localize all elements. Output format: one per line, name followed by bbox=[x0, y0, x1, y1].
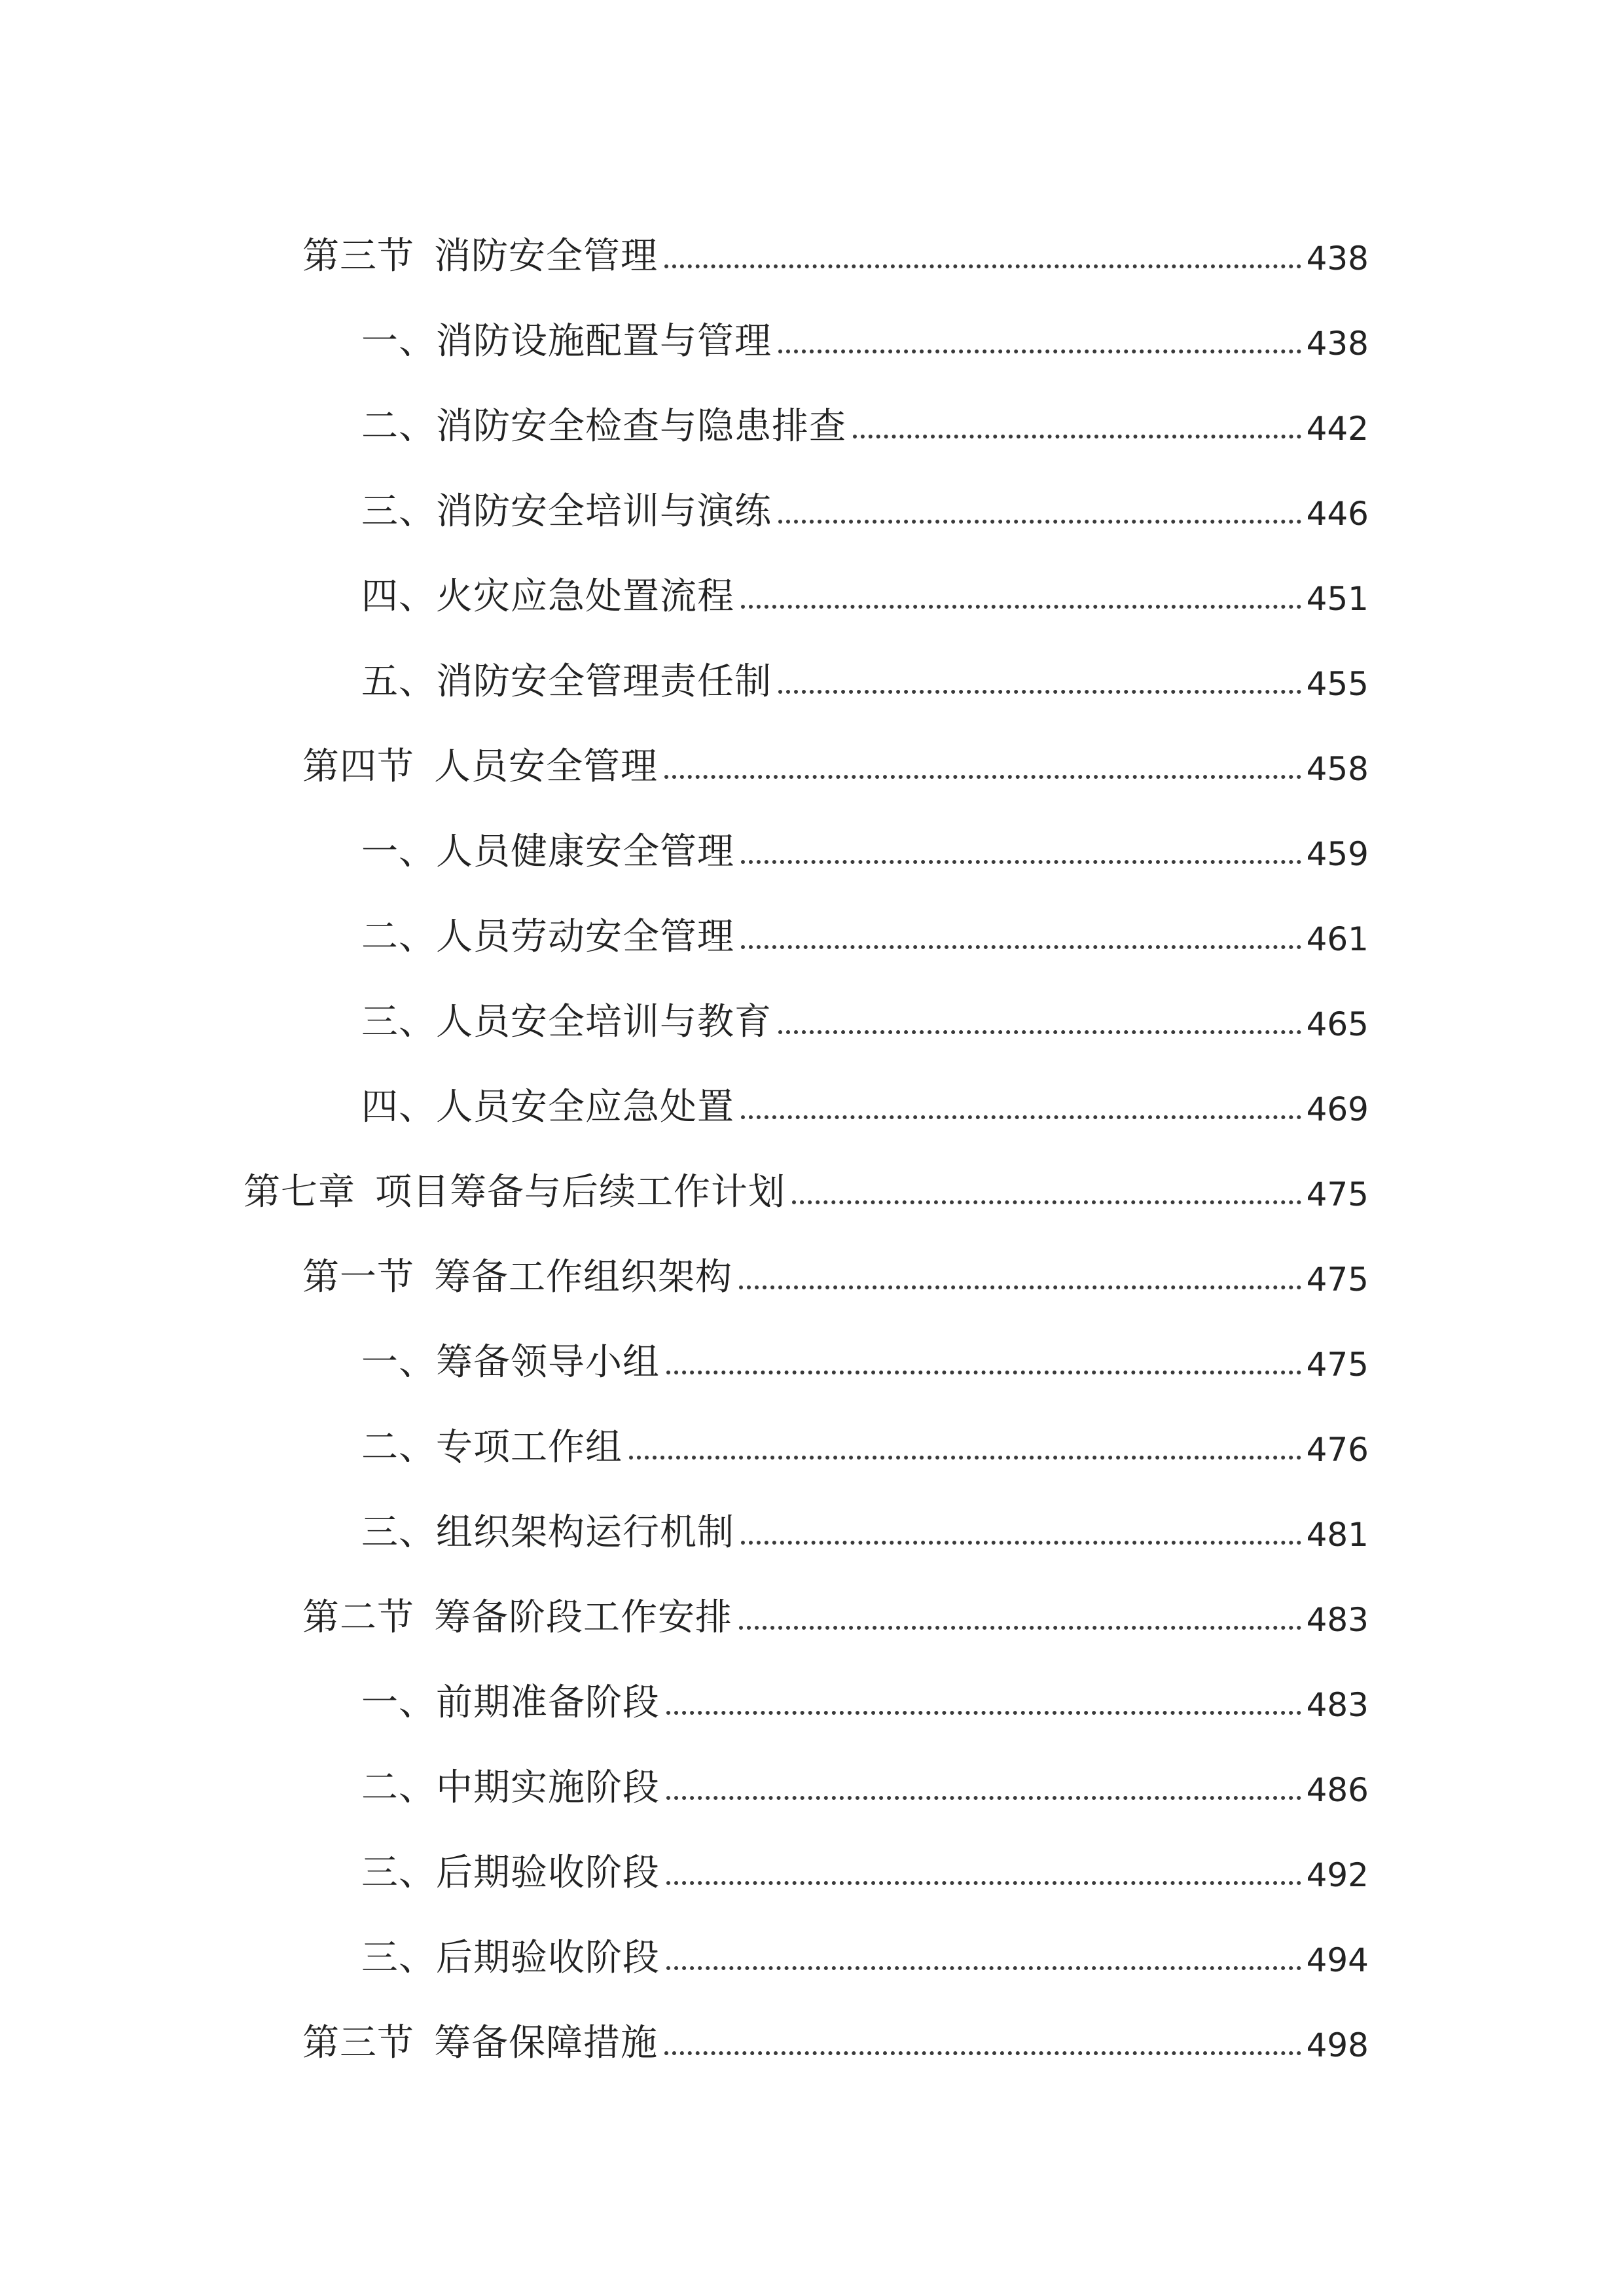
toc-entry-title bbox=[361, 575, 734, 618]
toc-page-number: 446 bbox=[1306, 495, 1369, 533]
toc-entry-title bbox=[361, 405, 846, 448]
toc-entry[interactable] bbox=[302, 1224, 1369, 1299]
toc-entry-number: 第二节 bbox=[302, 1596, 414, 1639]
dot-leader bbox=[792, 1200, 1301, 1204]
toc-entry[interactable] bbox=[302, 1990, 1369, 2062]
toc-page-number: 438 bbox=[1306, 240, 1369, 278]
dot-leader bbox=[664, 264, 1301, 268]
dot-leader bbox=[741, 605, 1301, 609]
toc-entry-label: 人员健康安全管理 bbox=[436, 831, 734, 873]
toc-entry-number: 二、 bbox=[361, 1426, 436, 1469]
toc-page-number: 442 bbox=[1306, 410, 1369, 448]
toc-entry[interactable] bbox=[361, 543, 1369, 618]
toc-page-number: 455 bbox=[1306, 665, 1369, 703]
toc-entry-label: 筹备保障措施 bbox=[434, 2022, 658, 2064]
toc-entry-label: 消防安全检查与隐患排查 bbox=[436, 405, 846, 448]
toc-entry-title bbox=[361, 1086, 734, 1128]
toc-entry[interactable] bbox=[302, 713, 1369, 788]
toc-entry-title bbox=[361, 660, 772, 703]
toc-entry[interactable] bbox=[361, 1309, 1369, 1384]
toc-entry[interactable] bbox=[361, 1905, 1369, 1977]
toc-entry-label: 人员安全管理 bbox=[434, 745, 658, 788]
toc-page-number: 469 bbox=[1306, 1090, 1369, 1128]
dot-leader bbox=[629, 1456, 1301, 1460]
toc-entry-title bbox=[302, 1596, 732, 1639]
toc-entry-label: 专项工作组 bbox=[436, 1426, 623, 1469]
toc-entry[interactable] bbox=[361, 373, 1369, 448]
toc-entry-title bbox=[361, 1341, 660, 1384]
toc-entry-title bbox=[361, 490, 772, 533]
toc-entry-title bbox=[361, 1852, 660, 1894]
toc-entry[interactable] bbox=[361, 884, 1369, 956]
toc-page-number: 494 bbox=[1306, 1941, 1369, 1979]
toc-entry-label: 消防安全管理责任制 bbox=[436, 660, 772, 703]
toc-entry-label: 前期准备阶段 bbox=[436, 1681, 660, 1724]
toc-page-number: 483 bbox=[1306, 1686, 1369, 1724]
dot-leader bbox=[666, 1711, 1301, 1715]
toc-entry-label: 消防安全培训与演练 bbox=[436, 490, 772, 533]
dot-leader bbox=[741, 1541, 1301, 1545]
toc-entry-number: 一、 bbox=[361, 831, 436, 873]
toc-entry-title bbox=[361, 1426, 623, 1469]
toc-entry-number: 三、 bbox=[361, 1511, 436, 1554]
toc-entry-number: 五、 bbox=[361, 660, 436, 703]
toc-page-number: 476 bbox=[1306, 1431, 1369, 1469]
toc-entry[interactable] bbox=[361, 458, 1369, 533]
toc-entry-number: 二、 bbox=[361, 1767, 436, 1809]
toc-entry-number: 第四节 bbox=[302, 745, 414, 788]
toc-page-number: 475 bbox=[1306, 1261, 1369, 1299]
toc-entry-number: 第三节 bbox=[302, 2022, 414, 2064]
toc-entry[interactable] bbox=[361, 969, 1369, 1041]
dot-leader bbox=[666, 1796, 1301, 1800]
toc-entry[interactable] bbox=[361, 1394, 1369, 1469]
toc-entry-label: 消防设施配置与管理 bbox=[436, 320, 772, 363]
toc-entry-label: 后期验收阶段 bbox=[436, 1937, 660, 1979]
toc-entry-label: 人员劳动安全管理 bbox=[436, 916, 734, 958]
toc-page-number: 465 bbox=[1306, 1005, 1369, 1043]
dot-leader bbox=[664, 775, 1301, 779]
toc-entry-title bbox=[302, 745, 658, 788]
toc-entry-label: 人员安全应急处置 bbox=[436, 1086, 734, 1128]
toc-entry-label: 火灾应急处置流程 bbox=[436, 575, 734, 618]
dot-leader bbox=[778, 350, 1301, 353]
toc-entry-number: 第一节 bbox=[302, 1256, 414, 1299]
dot-leader bbox=[666, 1966, 1301, 1970]
toc-entry[interactable] bbox=[361, 1649, 1369, 1724]
toc-entry-title bbox=[361, 1001, 772, 1043]
toc-page-number: 481 bbox=[1306, 1516, 1369, 1554]
toc-entry-number: 三、 bbox=[361, 490, 436, 533]
toc-entry-label: 筹备工作组织架构 bbox=[434, 1256, 732, 1299]
toc-entry-number: 三、 bbox=[361, 1937, 436, 1979]
toc-entry-title bbox=[302, 2022, 658, 2064]
toc-entry-label: 筹备领导小组 bbox=[436, 1341, 660, 1384]
toc-entry[interactable] bbox=[361, 1054, 1369, 1126]
toc-entry-label: 筹备阶段工作安排 bbox=[434, 1596, 732, 1639]
toc-entry-number: 三、 bbox=[361, 1852, 436, 1894]
toc-page-number: 492 bbox=[1306, 1856, 1369, 1894]
toc-entry-label: 中期实施阶段 bbox=[436, 1767, 660, 1809]
toc-entry-number: 四、 bbox=[361, 1086, 436, 1128]
toc-entry-number: 二、 bbox=[361, 916, 436, 958]
toc-entry[interactable] bbox=[302, 1564, 1369, 1639]
toc-entry[interactable] bbox=[361, 1820, 1369, 1892]
toc-page-number: 438 bbox=[1306, 325, 1369, 363]
toc-entry-label: 组织架构运行机制 bbox=[436, 1511, 734, 1554]
toc-page-number: 459 bbox=[1306, 835, 1369, 873]
toc-entry-number: 一、 bbox=[361, 320, 436, 363]
toc-page-number: 483 bbox=[1306, 1601, 1369, 1639]
dot-leader bbox=[778, 1030, 1301, 1034]
toc-entry-title bbox=[361, 916, 734, 958]
toc-entry-title bbox=[302, 235, 658, 278]
toc-page-number: 486 bbox=[1306, 1771, 1369, 1809]
toc-entry[interactable] bbox=[361, 628, 1369, 703]
dot-leader bbox=[664, 2051, 1301, 2055]
toc-entry-title bbox=[361, 1511, 734, 1554]
toc-entry-label: 消防安全管理 bbox=[434, 235, 658, 278]
toc-entry-number: 第三节 bbox=[302, 235, 414, 278]
toc-entry[interactable] bbox=[361, 798, 1369, 873]
dot-leader bbox=[741, 1115, 1301, 1119]
toc-entry-title bbox=[361, 1767, 660, 1809]
toc-entry-title bbox=[361, 831, 734, 873]
dot-leader bbox=[739, 1626, 1301, 1630]
dot-leader bbox=[741, 945, 1301, 949]
dot-leader bbox=[778, 690, 1301, 694]
toc-entry-number: 一、 bbox=[361, 1341, 436, 1384]
toc-page-number: 498 bbox=[1306, 2026, 1369, 2064]
toc-page-number: 451 bbox=[1306, 580, 1369, 618]
toc-entry-number: 一、 bbox=[361, 1681, 436, 1724]
toc-page-number: 475 bbox=[1306, 1175, 1369, 1213]
dot-leader bbox=[739, 1285, 1301, 1289]
toc-entry[interactable] bbox=[361, 288, 1369, 363]
dot-leader bbox=[778, 520, 1301, 524]
toc-entry-number: 第七章 bbox=[244, 1171, 355, 1213]
toc-entry[interactable] bbox=[361, 1479, 1369, 1554]
dot-leader bbox=[741, 860, 1301, 864]
toc-entry-number: 三、 bbox=[361, 1001, 436, 1043]
toc-entry-number: 四、 bbox=[361, 575, 436, 618]
toc-entry-label: 后期验收阶段 bbox=[436, 1852, 660, 1894]
toc-page-number: 461 bbox=[1306, 920, 1369, 958]
dot-leader bbox=[666, 1371, 1301, 1374]
toc-entry-title bbox=[361, 1937, 660, 1979]
dot-leader bbox=[666, 1881, 1301, 1885]
toc-entry[interactable] bbox=[361, 1734, 1369, 1809]
toc-entry[interactable] bbox=[244, 1139, 1369, 1211]
toc-entry[interactable] bbox=[302, 203, 1369, 278]
dot-leader bbox=[853, 435, 1301, 439]
toc-entry-number: 二、 bbox=[361, 405, 436, 448]
toc-entry-title bbox=[361, 1681, 660, 1724]
toc-entry-title bbox=[361, 320, 772, 363]
toc-entry-title bbox=[244, 1171, 785, 1213]
toc-entry-label: 项目筹备与后续工作计划 bbox=[375, 1171, 785, 1213]
toc-page-number: 458 bbox=[1306, 750, 1369, 788]
toc-entry-title bbox=[302, 1256, 732, 1299]
toc-entry-label: 人员安全培训与教育 bbox=[436, 1001, 772, 1043]
toc-page-number: 475 bbox=[1306, 1346, 1369, 1384]
